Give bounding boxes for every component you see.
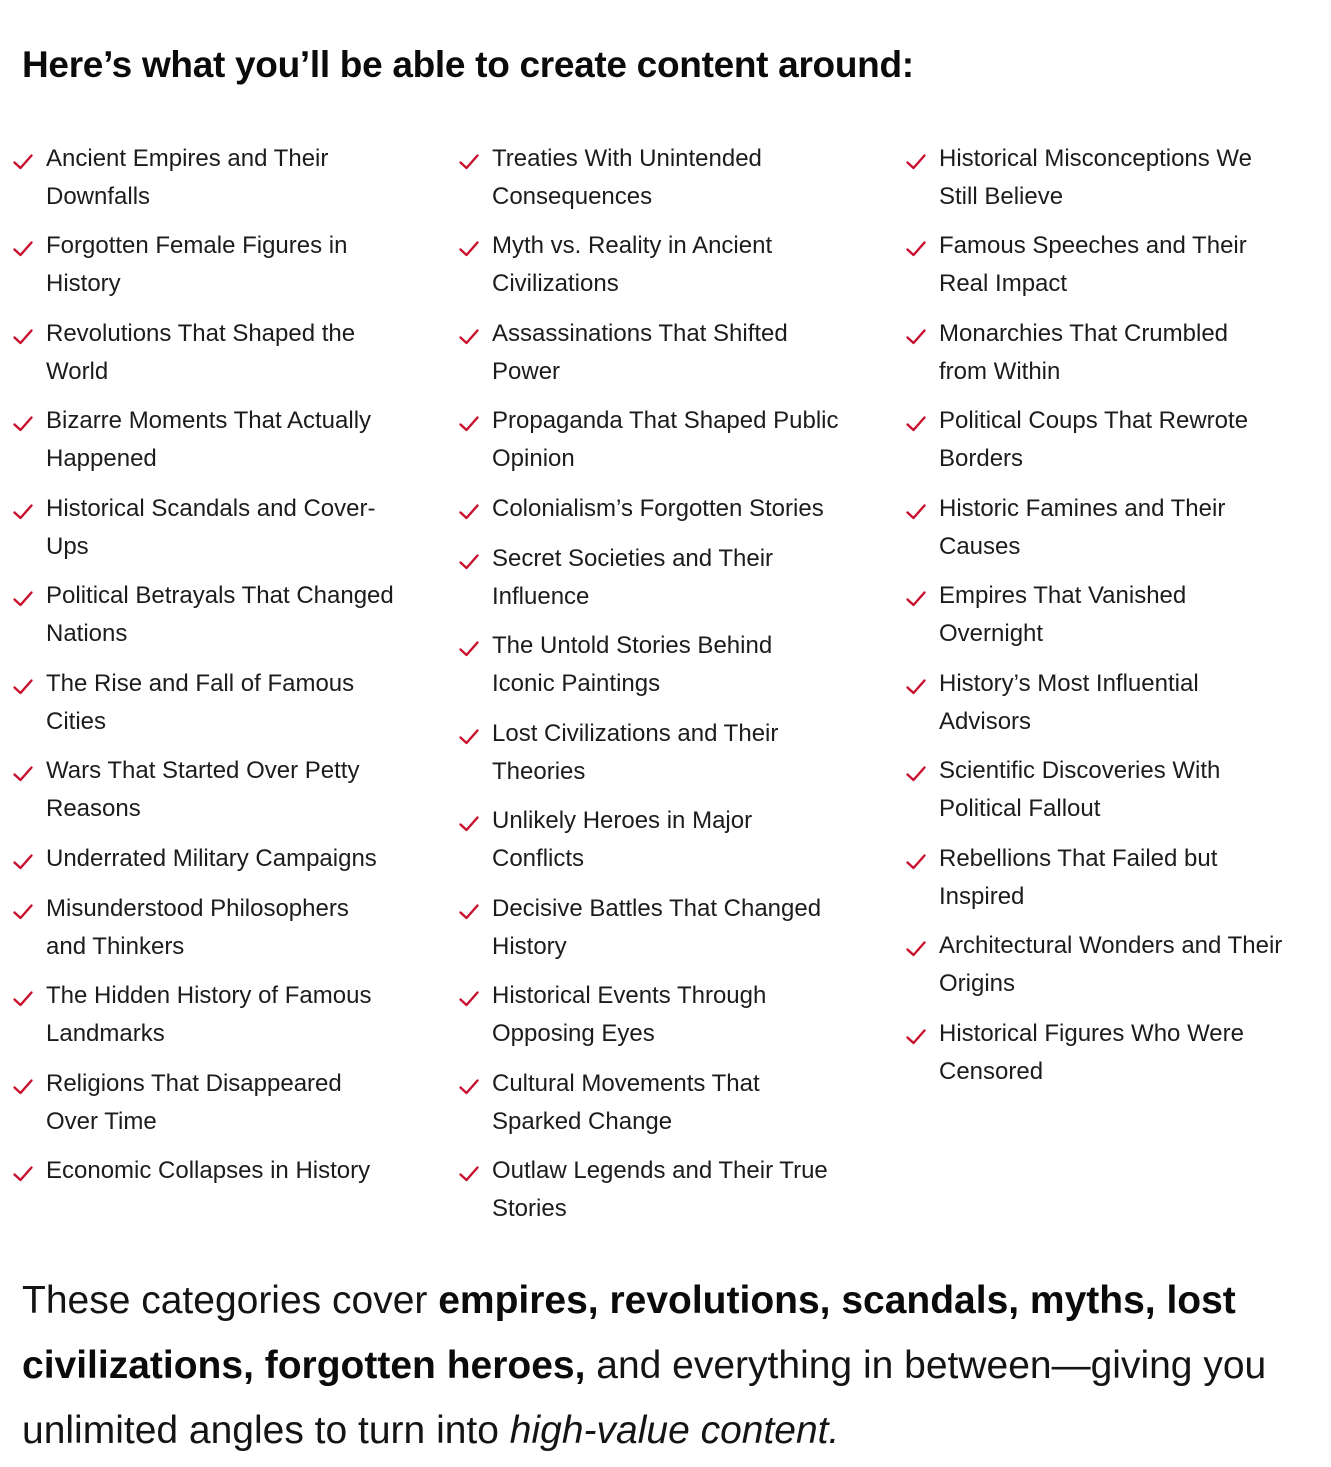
topic-label bbox=[46, 140, 328, 215]
topic-label-line: Unlikely Heroes in Major bbox=[492, 807, 753, 834]
topic-label-line: Rebellions That Failed but bbox=[939, 845, 1218, 872]
topic-label-line: Power bbox=[492, 357, 561, 385]
topic-item bbox=[46, 1065, 342, 1140]
topic-label-line: Assassinations That Shifted bbox=[492, 320, 788, 347]
topic-item bbox=[492, 802, 752, 877]
topic-label-line: Iconic Paintings bbox=[492, 669, 661, 697]
topic-label bbox=[939, 927, 1282, 1002]
topic-item bbox=[939, 1015, 1244, 1090]
checkmark-icon bbox=[458, 1164, 480, 1184]
checkmark-icon bbox=[12, 589, 34, 609]
topic-label-line: Borders bbox=[939, 444, 1024, 472]
checkmark-icon bbox=[12, 989, 34, 1009]
checkmark-icon bbox=[458, 239, 480, 259]
topic-label-line: Treaties With Unintended bbox=[492, 145, 762, 172]
topic-label bbox=[939, 665, 1199, 740]
topic-label bbox=[939, 227, 1247, 302]
summary-text-start: These categories cover bbox=[22, 1279, 439, 1322]
topic-label-line: Wars That Started Over Petty bbox=[46, 757, 360, 784]
topic-label bbox=[939, 752, 1220, 827]
topic-item bbox=[46, 890, 349, 965]
topic-label-line: Architectural Wonders and Their bbox=[939, 932, 1283, 959]
checkmark-icon bbox=[12, 852, 34, 872]
checkmark-icon bbox=[12, 764, 34, 784]
topic-item bbox=[492, 227, 772, 302]
topic-label-line: Political Betrayals That Changed bbox=[46, 582, 394, 609]
topic-label bbox=[46, 227, 347, 302]
topic-item bbox=[46, 402, 371, 477]
topic-label bbox=[939, 490, 1225, 565]
topic-label-line: Advisors bbox=[939, 707, 1032, 735]
topic-label-line: Famous Speeches and Their bbox=[939, 232, 1247, 259]
topic-label bbox=[492, 715, 778, 790]
topic-item bbox=[492, 402, 839, 477]
topic-label-line: Censored bbox=[939, 1057, 1044, 1085]
topic-item bbox=[46, 140, 328, 215]
topic-label-line: Cultural Movements That bbox=[492, 1070, 760, 1097]
topic-label bbox=[492, 315, 788, 390]
topic-label-line: Historic Famines and Their bbox=[939, 495, 1226, 522]
topic-label bbox=[46, 490, 375, 565]
topic-label bbox=[46, 315, 355, 390]
topic-label-line: Inspired bbox=[939, 882, 1025, 910]
topic-label-line: World bbox=[46, 357, 109, 385]
topic-label bbox=[46, 1065, 342, 1140]
topic-label bbox=[492, 977, 766, 1052]
topic-label bbox=[492, 227, 772, 302]
topic-label-line: Over Time bbox=[46, 1107, 157, 1135]
topic-label bbox=[46, 840, 377, 878]
summary-paragraph bbox=[22, 1268, 1312, 1463]
topic-label bbox=[46, 1152, 370, 1190]
topic-item bbox=[46, 227, 347, 302]
topic-label-line: Opinion bbox=[492, 444, 575, 472]
topic-label bbox=[939, 315, 1228, 390]
checkmark-icon bbox=[458, 414, 480, 434]
checkmark-icon bbox=[12, 239, 34, 259]
topic-label bbox=[492, 140, 762, 215]
topic-label-line: Theories bbox=[492, 757, 586, 785]
topic-label-line: Colonialism’s Forgotten Stories bbox=[492, 495, 824, 522]
topic-label bbox=[492, 540, 773, 615]
topic-label bbox=[46, 665, 354, 740]
checkmark-icon bbox=[12, 502, 34, 522]
topic-label-line: Revolutions That Shaped the bbox=[46, 320, 356, 347]
topic-item bbox=[492, 140, 762, 215]
checkmark-icon bbox=[12, 414, 34, 434]
topic-item bbox=[46, 1152, 370, 1190]
checkmark-icon bbox=[458, 902, 480, 922]
checkmark-icon bbox=[12, 327, 34, 347]
topic-label-line: Political Coups That Rewrote bbox=[939, 407, 1249, 434]
checkmark-icon bbox=[458, 552, 480, 572]
topic-item bbox=[46, 490, 375, 565]
summary-bold-topics: empires, revolutions, scandals, myths, lost civilizations, forgotten heroes, bbox=[22, 1279, 1236, 1387]
topic-label-line: Empires That Vanished bbox=[939, 582, 1187, 609]
topic-label-line: Downfalls bbox=[46, 182, 151, 210]
checkmark-icon bbox=[905, 764, 927, 784]
topic-label bbox=[46, 752, 359, 827]
topic-label bbox=[492, 1065, 760, 1140]
topic-label-line: Propaganda That Shaped Public bbox=[492, 407, 839, 434]
topic-item bbox=[939, 840, 1217, 915]
topic-label-line: Landmarks bbox=[46, 1019, 165, 1047]
section-heading: Here’s what you’ll be able to create content around: bbox=[22, 44, 914, 85]
topic-label-line: Lost Civilizations and Their bbox=[492, 720, 779, 747]
topic-item bbox=[492, 315, 788, 390]
checkmark-icon bbox=[905, 1027, 927, 1047]
topic-label bbox=[492, 490, 824, 528]
topic-label-line: Historical Misconceptions We bbox=[939, 145, 1252, 172]
topic-item bbox=[46, 665, 354, 740]
topic-item bbox=[939, 927, 1282, 1002]
topic-item bbox=[939, 752, 1220, 827]
topic-label bbox=[939, 1015, 1244, 1090]
topic-item bbox=[939, 402, 1248, 477]
topic-label bbox=[939, 840, 1217, 915]
topic-label-line: Forgotten Female Figures in bbox=[46, 232, 348, 259]
topic-label-line: Reasons bbox=[46, 794, 141, 822]
topic-label-line: Consequences bbox=[492, 182, 653, 210]
topic-item bbox=[46, 577, 394, 652]
checkmark-icon bbox=[458, 1077, 480, 1097]
topic-label-line: Ancient Empires and Their bbox=[46, 145, 329, 172]
checkmark-icon bbox=[12, 152, 34, 172]
topic-label-line: Historical Scandals and Cover- bbox=[46, 495, 376, 522]
topic-label-line: Monarchies That Crumbled bbox=[939, 320, 1229, 347]
topic-label-line: History’s Most Influential bbox=[939, 670, 1199, 697]
checkmark-icon bbox=[905, 852, 927, 872]
checkmark-icon bbox=[458, 814, 480, 834]
summary-text-middle: and everything in between—giving you unlimited angles to turn into bbox=[22, 1344, 1267, 1452]
topic-item bbox=[46, 752, 359, 827]
topic-label-line: Myth vs. Reality in Ancient bbox=[492, 232, 773, 259]
topic-item bbox=[46, 315, 355, 390]
topic-label-line: Ups bbox=[46, 532, 89, 560]
topic-item bbox=[46, 977, 371, 1052]
topic-label-line: Underrated Military Campaigns bbox=[46, 845, 377, 872]
checkmark-icon bbox=[905, 589, 927, 609]
checkmark-icon bbox=[458, 327, 480, 347]
topic-label-line: Causes bbox=[939, 532, 1021, 560]
topic-label-line: Cities bbox=[46, 707, 107, 735]
topic-item bbox=[492, 627, 772, 702]
checkmark-icon bbox=[905, 152, 927, 172]
topic-item bbox=[492, 1065, 760, 1140]
topic-label bbox=[492, 402, 839, 477]
topic-label-line: Nations bbox=[46, 619, 128, 647]
topic-label-line: from Within bbox=[939, 357, 1061, 385]
checkmark-icon bbox=[458, 639, 480, 659]
topic-label-line: The Rise and Fall of Famous bbox=[46, 670, 355, 697]
topic-item bbox=[939, 140, 1252, 215]
summary-italic-emphasis: high-value content. bbox=[509, 1409, 840, 1452]
topic-label-line: Bizarre Moments That Actually bbox=[46, 407, 372, 434]
topic-label bbox=[939, 402, 1248, 477]
topic-item bbox=[939, 315, 1228, 390]
topic-item bbox=[492, 715, 778, 790]
topic-label-line: Conflicts bbox=[492, 844, 585, 872]
checkmark-icon bbox=[905, 939, 927, 959]
checkmark-icon bbox=[905, 239, 927, 259]
checkmark-icon bbox=[12, 1164, 34, 1184]
topic-item bbox=[492, 490, 824, 528]
topic-label-line: History bbox=[492, 932, 567, 960]
checkmark-icon bbox=[905, 327, 927, 347]
topic-label bbox=[939, 140, 1252, 215]
topic-label bbox=[492, 1152, 828, 1227]
checkmark-icon bbox=[12, 677, 34, 697]
topic-label bbox=[492, 627, 772, 702]
topic-item bbox=[939, 577, 1186, 652]
topic-label-line: Political Fallout bbox=[939, 794, 1101, 822]
topic-item bbox=[492, 540, 773, 615]
topic-label-line: Real Impact bbox=[939, 269, 1068, 297]
topic-label-line: Religions That Disappeared bbox=[46, 1070, 342, 1097]
topic-label-line: Historical Figures Who Were bbox=[939, 1020, 1244, 1047]
checkmark-icon bbox=[458, 502, 480, 522]
topic-label-line: Secret Societies and Their bbox=[492, 545, 774, 572]
checkmark-icon bbox=[458, 727, 480, 747]
topic-item bbox=[939, 490, 1225, 565]
checkmark-icon bbox=[905, 414, 927, 434]
topic-label bbox=[46, 890, 349, 965]
topic-item bbox=[492, 890, 821, 965]
topic-label-line: Sparked Change bbox=[492, 1107, 673, 1135]
topic-item bbox=[939, 227, 1247, 302]
topic-label bbox=[46, 402, 371, 477]
topic-label-line: The Untold Stories Behind bbox=[492, 632, 773, 659]
checkmark-icon bbox=[458, 989, 480, 1009]
checkmark-icon bbox=[12, 1077, 34, 1097]
checkmark-icon bbox=[12, 902, 34, 922]
topic-label-line: Decisive Battles That Changed bbox=[492, 895, 822, 922]
topic-item bbox=[492, 977, 766, 1052]
topic-label bbox=[46, 577, 394, 652]
topic-label-line: Still Believe bbox=[939, 182, 1064, 210]
topic-label bbox=[939, 577, 1186, 652]
topic-label-line: and Thinkers bbox=[46, 932, 185, 960]
topic-label-line: Influence bbox=[492, 582, 590, 610]
topic-label-line: Origins bbox=[939, 969, 1016, 997]
topic-label-line: Misunderstood Philosophers bbox=[46, 895, 349, 922]
topic-label-line: Economic Collapses in History bbox=[46, 1157, 371, 1184]
checkmark-icon bbox=[458, 152, 480, 172]
topic-label bbox=[492, 802, 752, 877]
topic-label-line: Scientific Discoveries With bbox=[939, 757, 1221, 784]
topic-item bbox=[492, 1152, 828, 1227]
topic-label bbox=[492, 890, 821, 965]
checkmark-icon bbox=[905, 677, 927, 697]
topic-label bbox=[46, 977, 371, 1052]
topic-label-line: Happened bbox=[46, 444, 157, 472]
topic-label-line: Historical Events Through bbox=[492, 982, 767, 1009]
topic-label-line: Overnight bbox=[939, 619, 1044, 647]
topic-label-line: Stories bbox=[492, 1194, 567, 1222]
topic-label-line: Civilizations bbox=[492, 269, 619, 297]
topic-label-line: Outlaw Legends and Their True bbox=[492, 1157, 828, 1184]
topic-label-line: The Hidden History of Famous bbox=[46, 982, 372, 1009]
topic-item bbox=[939, 665, 1199, 740]
checkmark-icon bbox=[905, 502, 927, 522]
topic-label-line: History bbox=[46, 269, 121, 297]
topic-item bbox=[46, 840, 377, 878]
topic-label-line: Opposing Eyes bbox=[492, 1019, 655, 1047]
